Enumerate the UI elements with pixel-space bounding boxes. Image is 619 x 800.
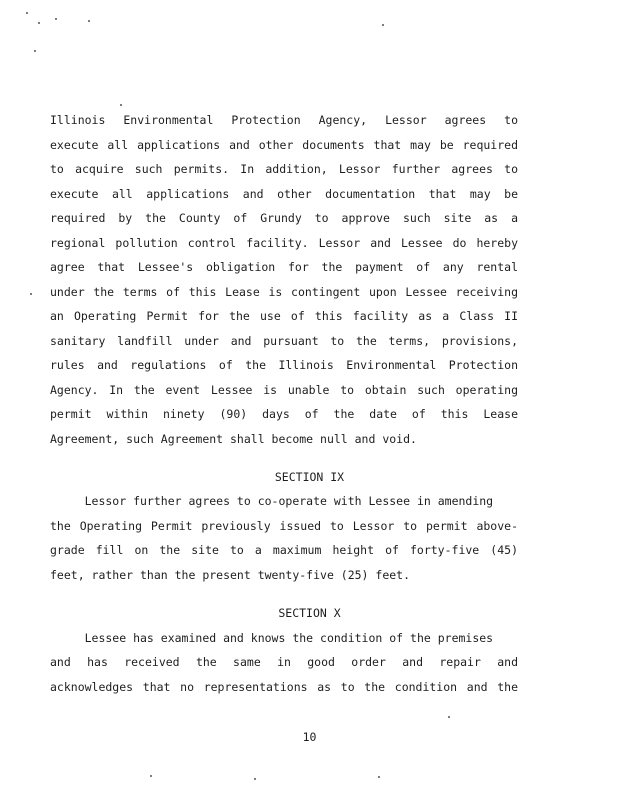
section-heading: SECTION X xyxy=(278,606,341,620)
text-line: rules and regulations of the Illinois Environmental Protection xyxy=(50,358,518,372)
text-line: feet, rather than the present twenty-five (25) feet. xyxy=(50,568,411,582)
scan-speck xyxy=(55,18,57,20)
page-number: 10 xyxy=(302,730,317,744)
text-line: under the terms of this Lease is contingent upon Lessee receiving xyxy=(50,285,518,299)
section-heading: SECTION IX xyxy=(274,470,345,484)
scan-speck xyxy=(120,104,122,106)
scan-speck xyxy=(254,778,256,780)
scan-speck xyxy=(382,24,384,26)
text-line: execute all applications and other documents that may be required xyxy=(50,138,518,152)
scan-speck xyxy=(30,293,32,295)
text-line: the Operating Permit previously issued to Lessor to permit above- xyxy=(50,519,518,533)
text-line: Lessor further agrees to co-operate with Lessee in amending xyxy=(50,494,494,508)
text-line: execute all applications and other documentation that may be xyxy=(50,187,518,201)
text-line: Illinois Environmental Protection Agency, Lessor agrees to xyxy=(50,113,518,127)
text-line: an Operating Permit for the use of this facility as a Class II xyxy=(50,309,518,323)
scan-speck xyxy=(150,775,152,777)
text-line: grade fill on the site to a maximum height of forty-five (45) xyxy=(50,543,518,557)
scan-speck xyxy=(88,20,90,22)
scan-speck xyxy=(26,12,28,14)
text-line: permit within ninety (90) days of the date of this Lease xyxy=(50,407,518,421)
text-line: sanitary landfill under and pursuant to the terms, provisions, xyxy=(50,334,518,348)
scan-speck xyxy=(378,776,380,778)
text-line: required by the County of Grundy to approve such site as a xyxy=(50,211,518,225)
text-line: regional pollution control facility. Lessor and Lessee do hereby xyxy=(50,236,518,250)
text-line: agree that Lessee's obligation for the payment of any rental xyxy=(50,260,518,274)
text-line: Agency. In the event Lessee is unable to obtain such operating xyxy=(50,383,518,397)
text-line: Lessee has examined and knows the condition of the premises xyxy=(50,631,494,645)
text-line: to acquire such permits. In addition, Lessor further agrees to xyxy=(50,162,518,176)
scan-speck xyxy=(34,50,36,52)
scan-speck xyxy=(38,22,40,24)
text-line: Agreement, such Agreement shall become null and void. xyxy=(50,432,417,446)
text-line: and has received the same in good order and repair and xyxy=(50,655,518,669)
scan-speck xyxy=(448,716,450,718)
text-line: acknowledges that no representations as to the condition and the xyxy=(50,680,518,694)
